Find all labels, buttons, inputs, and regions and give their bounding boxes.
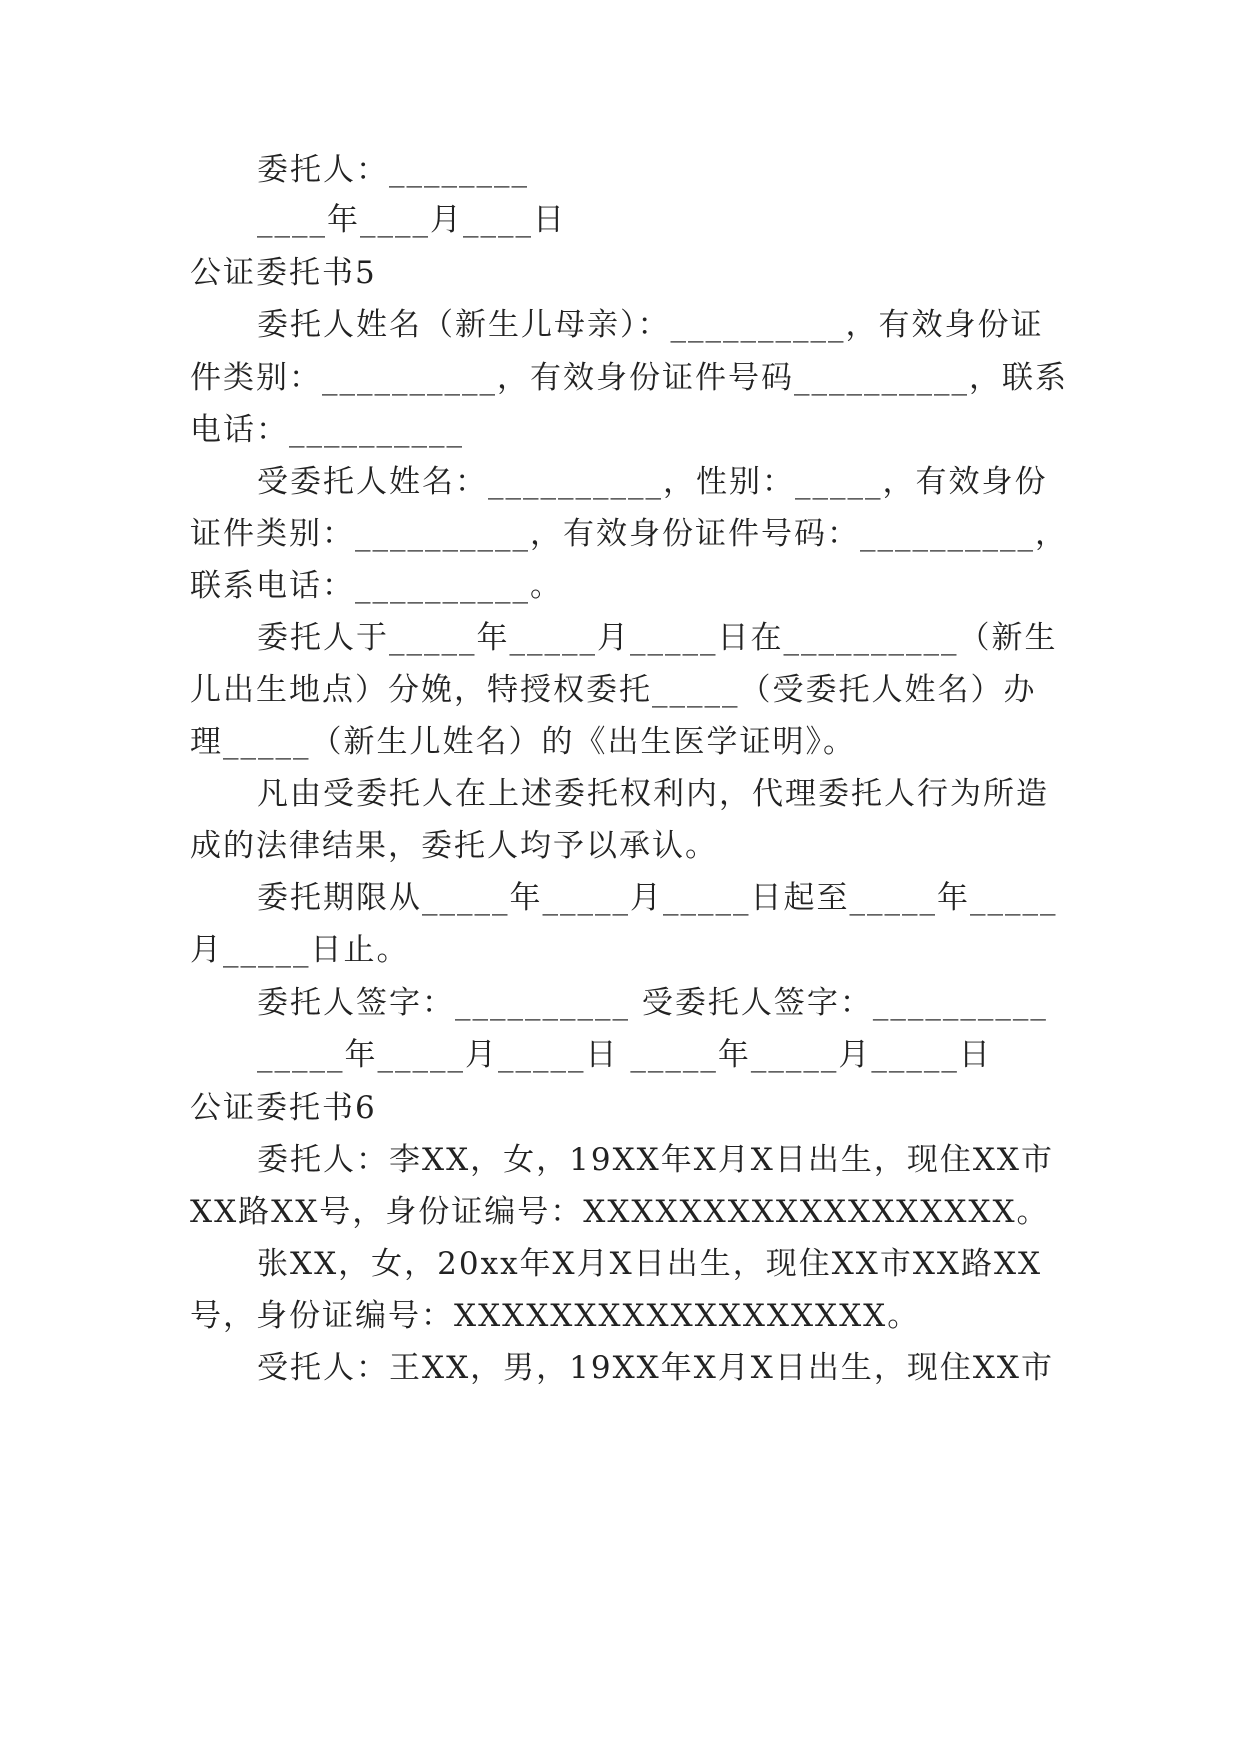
paragraph-line: 电话：__________ <box>190 412 464 448</box>
paragraph-line: 月_____日止。 <box>190 932 410 968</box>
paragraph-line: 证件类别：__________，有效身份证件号码：__________， <box>190 516 1068 552</box>
paragraph-line: 成的法律结果，委托人均予以承认。 <box>190 828 718 864</box>
paragraph-line: XX路XX号，身份证编号：XXXXXXXXXXXXXXXXXX。 <box>190 1194 1050 1230</box>
paragraph-line: 委托人于_____年_____月_____日在__________（新生 <box>257 620 1058 656</box>
signature-line: 委托人签字：__________ 受委托人签字：__________ <box>257 985 1048 1021</box>
paragraph-line: 件类别：__________，有效身份证件号码__________，联系 <box>190 360 1068 396</box>
paragraph-line: 委托人姓名（新生儿母亲）：__________，有效身份证 <box>257 307 1044 343</box>
section-5-heading: 公证委托书5 <box>190 255 377 291</box>
paragraph-line: 号，身份证编号：XXXXXXXXXXXXXXXXXX。 <box>190 1298 921 1334</box>
paragraph-line: 委托期限从_____年_____月_____日起至_____年_____ <box>257 880 1058 916</box>
principal-signature-line: 委托人：________ <box>257 152 529 188</box>
section-6-heading: 公证委托书6 <box>190 1090 377 1126</box>
paragraph-line: 张XX，女，20xx年X月X日出生，现住XX市XX路XX <box>257 1246 1043 1282</box>
paragraph-line: 理_____（新生儿姓名）的《出生医学证明》。 <box>190 724 856 760</box>
paragraph-line: 儿出生地点）分娩，特授权委托_____（受委托人姓名）办 <box>190 672 1037 708</box>
paragraph-line: 联系电话：__________。 <box>190 568 563 604</box>
paragraph-line: 受委托人姓名：__________，性别：_____，有效身份 <box>257 464 1048 500</box>
paragraph-line: 受托人：王XX，男，19XX年X月X日出生，现住XX市 <box>257 1350 1054 1386</box>
principal-date-line: ____年____月____日 <box>257 202 566 238</box>
signature-date-line: _____年_____月_____日 _____年_____月_____日 <box>257 1037 992 1073</box>
paragraph-line: 凡由受委托人在上述委托权利内，代理委托人行为所造 <box>257 776 1049 812</box>
paragraph-line: 委托人：李XX，女，19XX年X月X日出生，现住XX市 <box>257 1142 1054 1178</box>
